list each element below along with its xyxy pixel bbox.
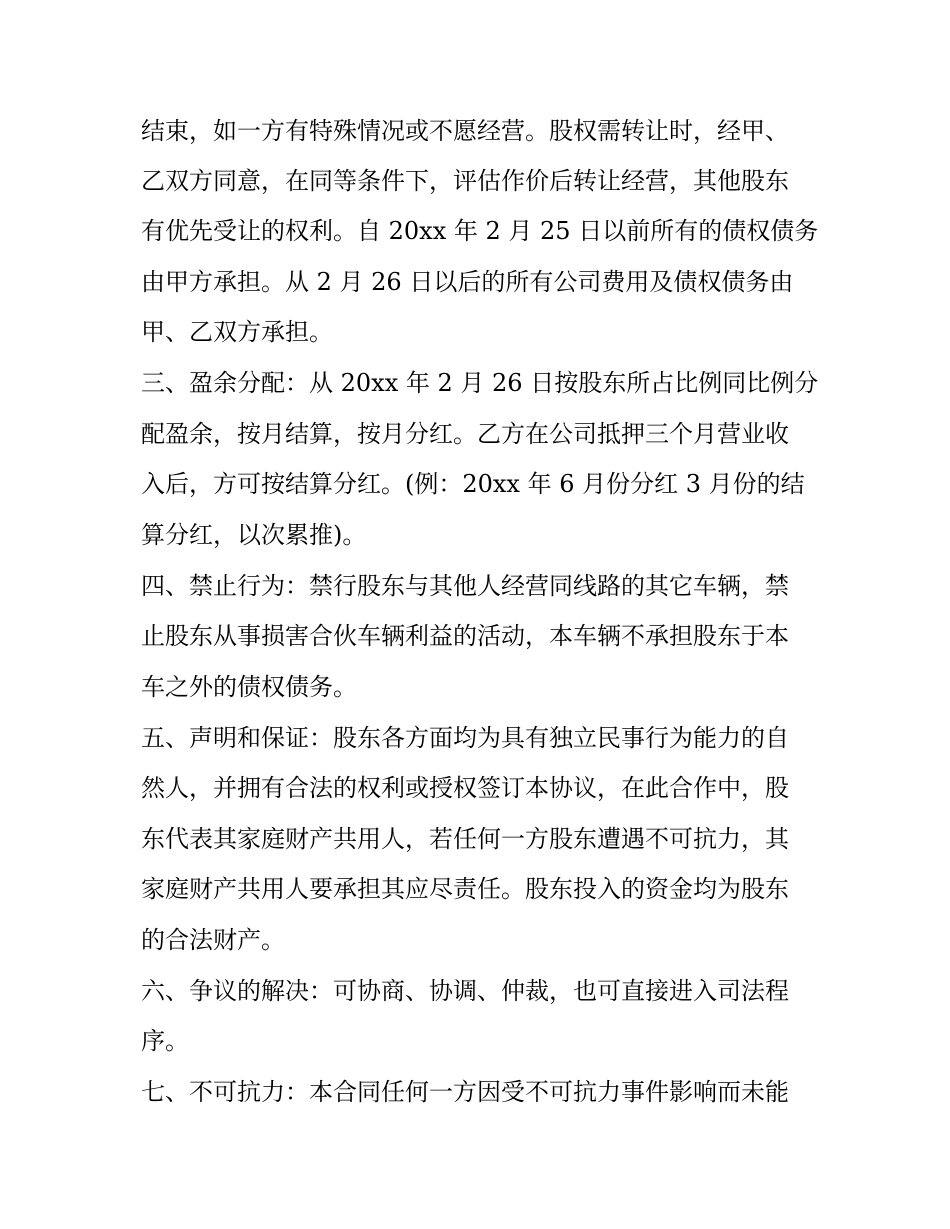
text-line: 六、争议的解决：可协商、协调、仲裁，也可直接进入司法程 [141, 977, 789, 1005]
text-line: 然人，并拥有合法的权利或授权签订本协议，在此合作中，股 [141, 774, 789, 802]
text-line: 五、声明和保证：股东各方面均为具有独立民事行为能力的自 [141, 724, 789, 752]
text-line: 家庭财产共用人要承担其应尽责任。股东投入的资金均为股东 [141, 875, 789, 903]
text-line: 四、禁止行为：禁行股东与其他人经营同线路的其它车辆，禁 [141, 572, 789, 600]
text-line: 由甲方承担。从 2 月 26 日以后的所有公司费用及债权债务由 [141, 268, 794, 296]
text-line: 七、不可抗力：本合同任何一方因受不可抗力事件影响而未能 [141, 1078, 789, 1106]
text-line: 结束，如一方有特殊情况或不愿经营。股权需转让时，经甲、 [141, 117, 789, 145]
text-line: 序。 [141, 1027, 189, 1055]
text-line: 三、盈余分配：从 20xx 年 2 月 26 日按股东所占比例同比例分 [141, 369, 819, 397]
text-line: 配盈余，按月结算，按月分红。乙方在公司抵押三个月营业收 [141, 420, 789, 448]
text-line: 东代表其家庭财产共用人，若任何一方股东遭遇不可抗力，其 [141, 825, 789, 853]
text-line: 有优先受让的权利。自 20xx 年 2 月 25 日以前所有的债权债务 [141, 217, 819, 245]
text-line: 甲、乙双方承担。 [141, 318, 333, 346]
text-line: 的合法财产。 [141, 926, 285, 954]
text-line: 算分红，以次累推)。 [141, 521, 367, 549]
text-line: 入后，方可按结算分红。(例：20xx 年 6 月份分红 3 月份的结 [141, 470, 805, 498]
text-line: 乙双方同意，在同等条件下，评估作价后转让经营，其他股东 [141, 167, 789, 195]
text-line: 止股东从事损害合伙车辆利益的活动，本车辆不承担股东于本 [141, 622, 789, 650]
text-line: 车之外的债权债务。 [141, 673, 357, 701]
